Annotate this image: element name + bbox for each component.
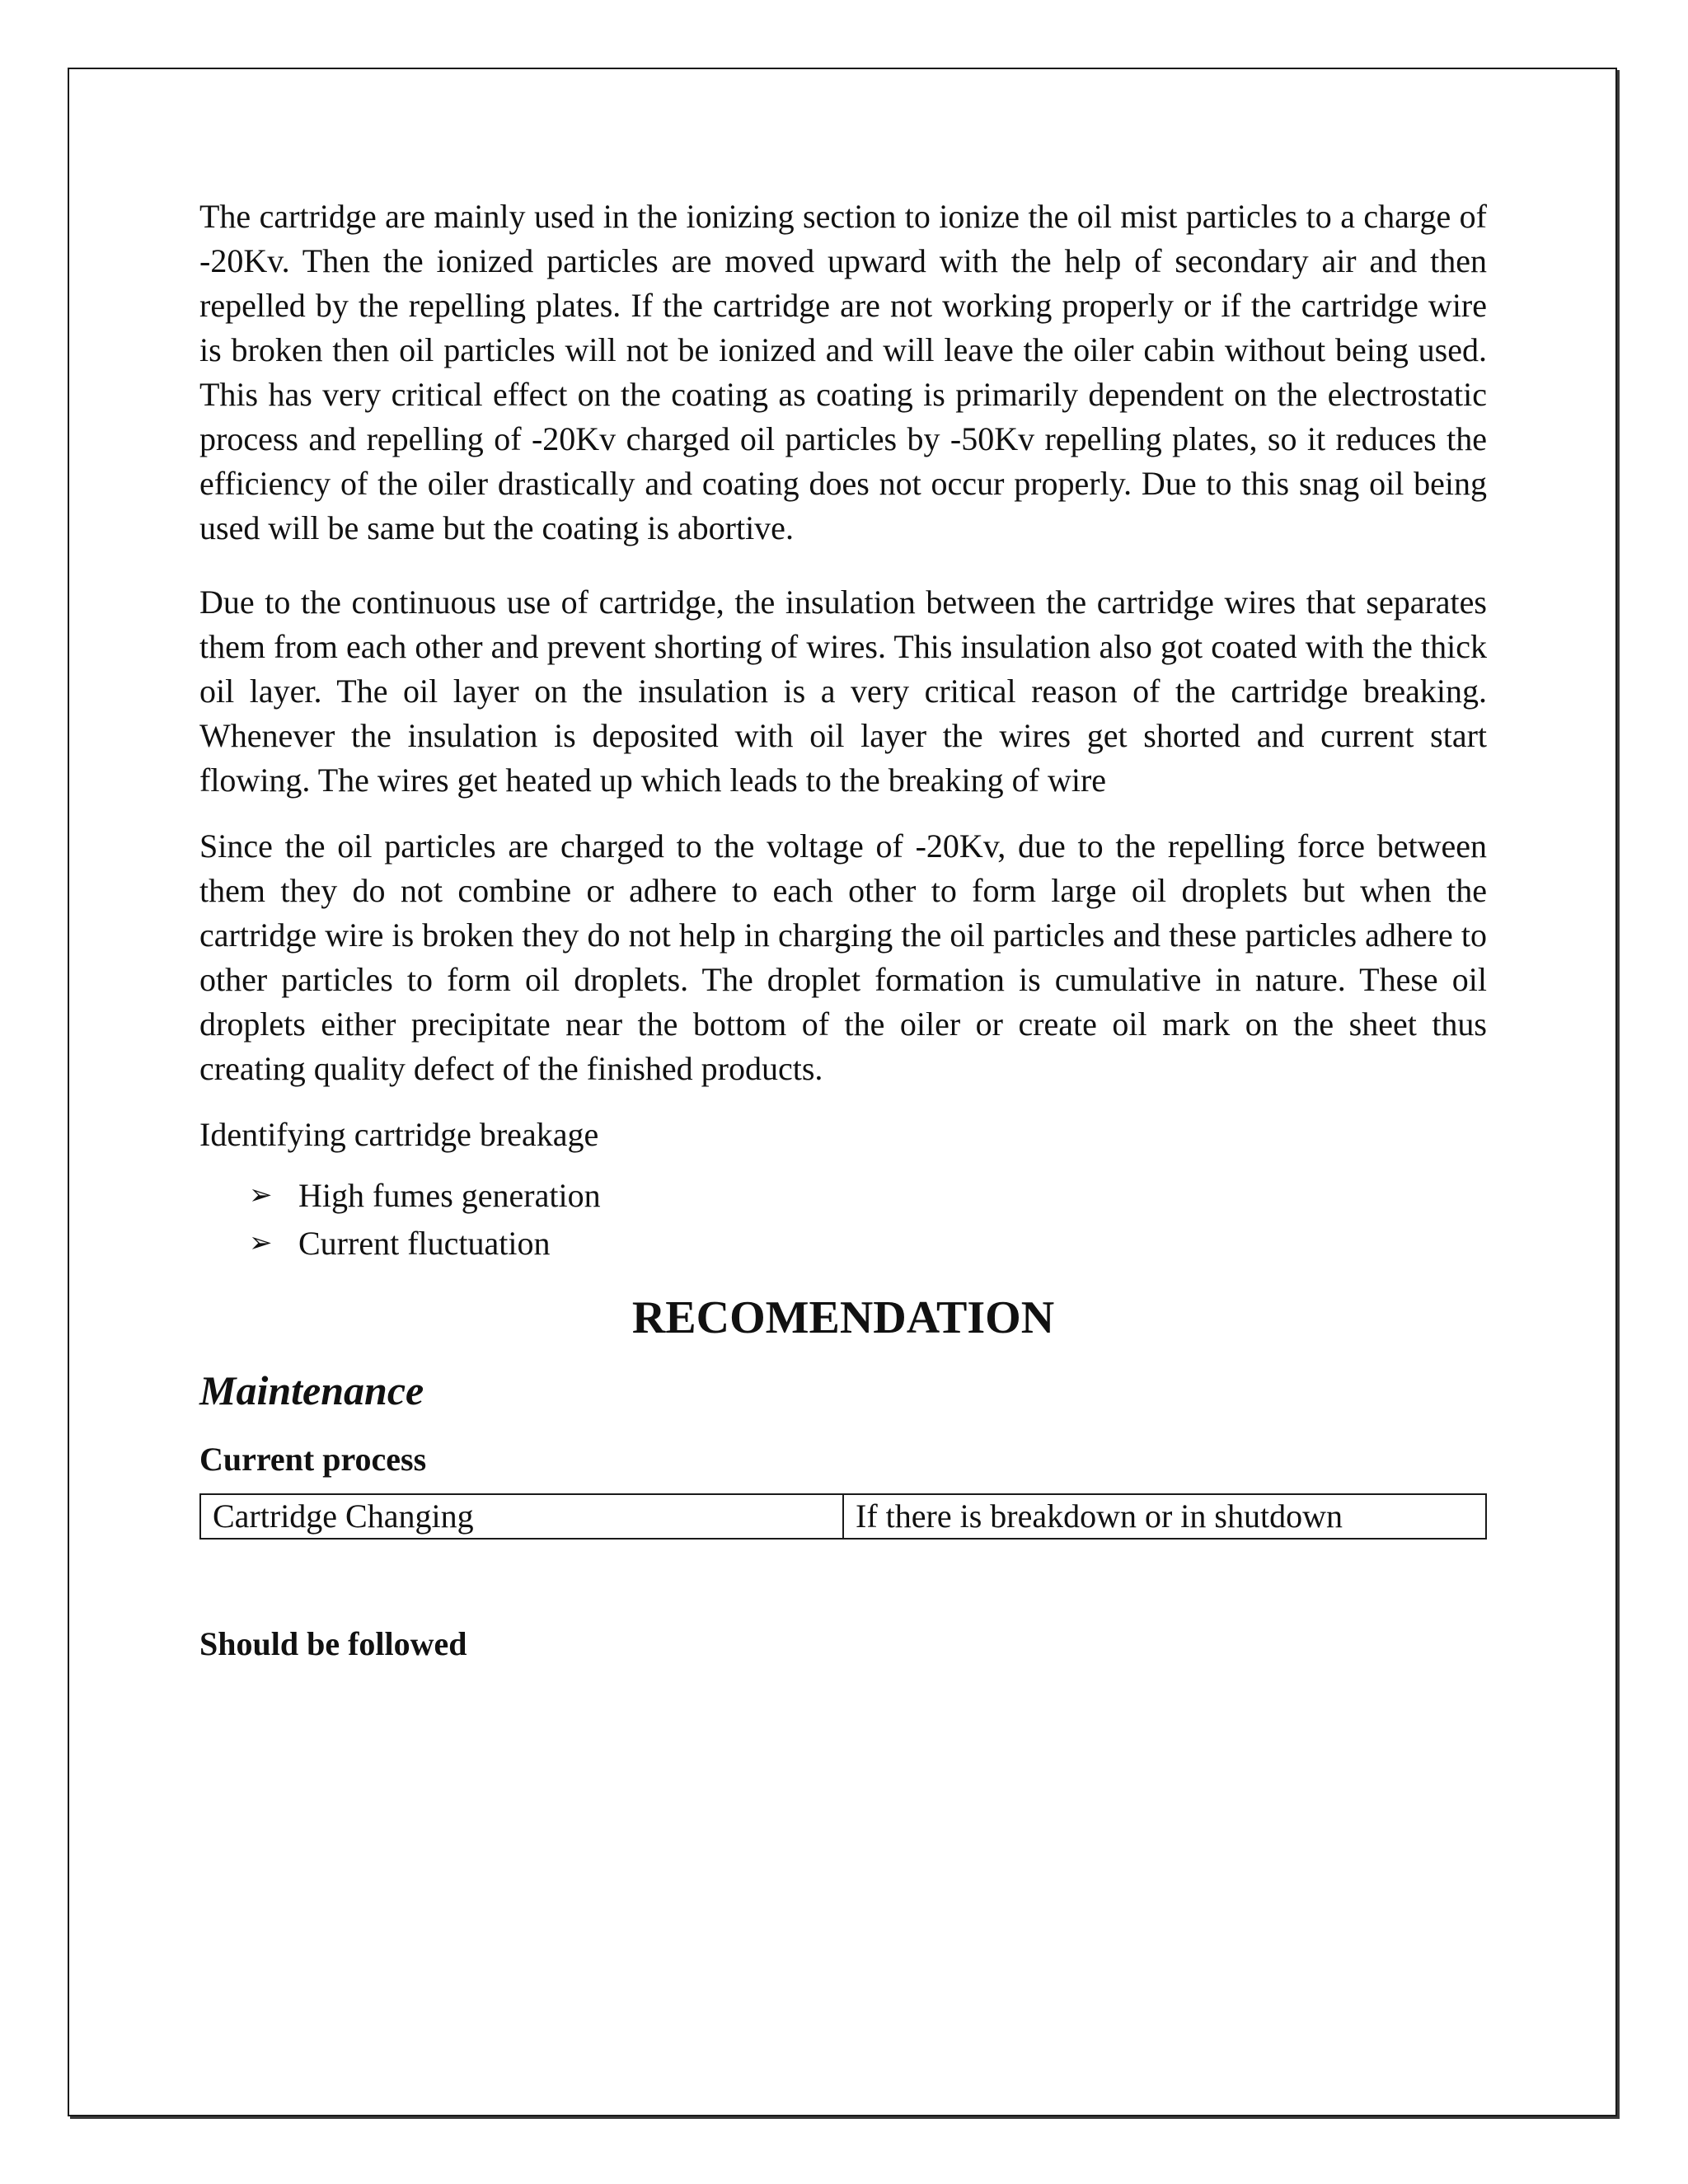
table-row — [200, 1494, 1486, 1539]
list-item-text: Current fluctuation — [298, 1225, 551, 1262]
table-cell-activity: Cartridge Changing — [200, 1494, 843, 1539]
arrowhead-bullet-icon: ➢ — [249, 1180, 273, 1211]
identifying-breakage-label: Identifying cartridge breakage — [199, 1116, 599, 1153]
document-body — [199, 194, 1487, 1678]
table-cell-condition: If there is breakdown or in shutdown — [843, 1494, 1486, 1539]
subheading-maintenance: Maintenance — [199, 1367, 424, 1413]
breakage-indicator-list — [199, 1172, 1487, 1268]
list-item — [249, 1172, 1487, 1220]
should-be-followed-heading: Should be followed — [199, 1625, 467, 1662]
paragraph-droplet-formation: Since the oil particles are charged to the voltage of -20Kv, due to the repelling force between them they do not combine or adhere to each other to form large oil droplets but when the cartridge wire is broken they do not help in charging the oil particles and these particles adhere to other particles to form oil droplets. The droplet formation is cumulative in nature. These oil droplets either precipitate near the bottom of the oiler or create oil mark on the sheet thus creating quality defect of the finished products. — [199, 827, 1487, 1087]
arrowhead-bullet-icon: ➢ — [249, 1228, 273, 1258]
paragraph-cartridge-function: The cartridge are mainly used in the ionizing section to ionize the oil mist particles to a charge of -20Kv. Then the ionized particles are moved upward with the help of secondary air and then repelled by the repelling plates. If the cartridge are not working properly or if the cartridge wire is broken then oil particles will not be ionized and will leave the oiler cabin without being used. This has very critical effect on the coating as coating is primarily dependent on the electrostatic process and repelling of -20Kv charged oil particles by -50Kv repelling plates, so it reduces the efficiency of the oiler drastically and coating does not occur properly. Due to this snag oil being used will be same but the coating is abortive. — [199, 198, 1487, 546]
section-title: RECOMENDATION — [631, 1292, 1055, 1343]
list-item-text: High fumes generation — [298, 1177, 601, 1214]
paragraph-insulation-failure: Due to the continuous use of cartridge, the insulation between the cartridge wires that separates them from each other and prevent shorting of wires. This insulation also got coated with the thick oil layer. The oil layer on the insulation is a very critical reason of the cartridge breaking. Whenever the insulation is deposited with oil layer the wires get shorted and current start flowing. The wires get heated up which leads to the breaking of wire — [199, 583, 1487, 799]
list-item — [249, 1220, 1487, 1268]
current-process-table — [199, 1493, 1487, 1540]
current-process-heading: Current process — [199, 1441, 427, 1478]
